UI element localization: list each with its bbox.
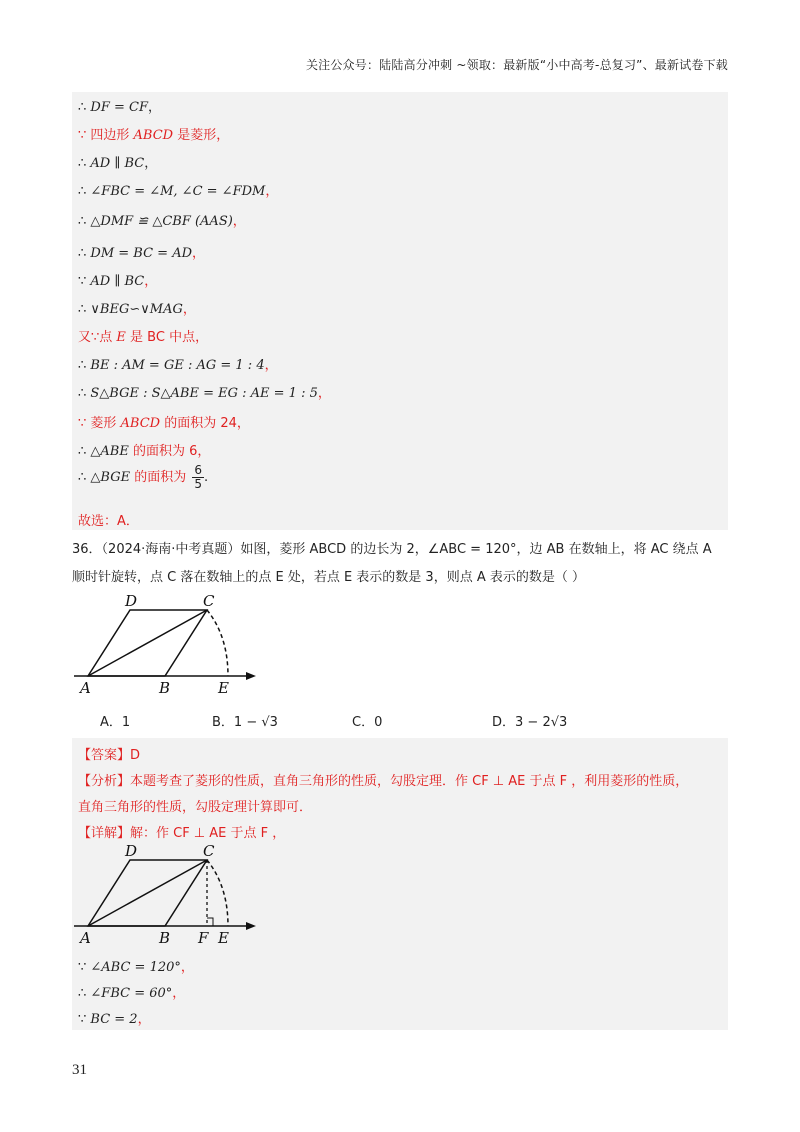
answer-line: 【答案】D (78, 748, 141, 763)
label-B: B (159, 679, 171, 696)
label-F: F (198, 929, 209, 947)
analysis-line-1: 【分析】本题考查了菱形的性质，直角三角形的性质，勾股定理．作 CF ⊥ AE 于点 F ，利用菱形的性质， (78, 774, 689, 789)
answer-block (72, 738, 728, 1030)
detail-line: 【详解】解：作 CF ⊥ AE 于点 F ， (78, 826, 286, 841)
option-c[interactable]: C．0 (352, 715, 383, 730)
proof-line-8: ∴ ∨BEG∽∨MAG， (78, 302, 196, 317)
label-A: A (80, 679, 91, 696)
proof-line-13: ∴ △ABE 的面积为 6， (78, 444, 211, 459)
proof2-line-3: ∵ BC = 2， (78, 1012, 151, 1027)
choose-line: 故选：A． (78, 514, 139, 529)
proof-line-1: ∴ DF = CF， (78, 100, 161, 115)
page-number: 31 (72, 1062, 87, 1078)
label-B: B (159, 929, 171, 947)
fraction-6-5: $\frac{6}{5}$ (194, 463, 202, 491)
label-D: D (125, 592, 138, 610)
proof-line-3: ∴ AD ∥ BC， (78, 156, 158, 171)
page-header: 关注公众号：陆陆高分冲刺 ~领取：最新版“小中高考-总复习”、最新试卷下载 (305, 58, 728, 72)
question-line-1: 36．（2024·海南·中考真题）如图，菱形 ABCD 的边长为 2，∠ABC = 120°，边 AB 在数轴上，将 AC 绕点 A (72, 542, 712, 557)
proof2-line-2: ∴ ∠FBC = 60°， (78, 986, 186, 1001)
proof-line-12: ∵ 菱形 ABCD 的面积为 24， (78, 416, 250, 431)
solution-block-top (72, 92, 728, 530)
proof-line-10: ∴ BE : AM = GE : AG = 1 : 4， (78, 358, 278, 373)
proof-line-11: ∴ S△BGE : S△ABE = EG : AE = 1 : 5， (78, 386, 331, 401)
label-D: D (125, 842, 138, 860)
proof-line-5: ∴ △DMF ≌ △CBF (AAS)， (78, 214, 246, 229)
proof-line-2: ∵ 四边形 ABCD 是菱形， (78, 128, 230, 143)
option-d[interactable]: D．3 − 2√3 (492, 715, 568, 730)
proof-line-7: ∵ AD ∥ BC， (78, 274, 158, 289)
label-C: C (203, 592, 215, 610)
proof-line-6: ∴ DM = BC = AD， (78, 246, 206, 261)
proof-line-4: ∴ ∠FBC = ∠M, ∠C = ∠FDM， (78, 184, 279, 199)
rhombus-figure-2 (70, 842, 270, 952)
label-E: E (218, 679, 229, 696)
label-E: E (218, 929, 229, 947)
label-C: C (203, 842, 215, 860)
proof2-line-1: ∵ ∠ABC = 120°， (78, 960, 194, 975)
proof-line-9: 又∵点 E 是 BC 中点， (78, 330, 209, 345)
question-line-2: 顺时针旋转，点 C 落在数轴上的点 E 处，若点 E 表示的数是 3，则点 A 表示的数是（ ） (72, 570, 585, 585)
proof-line-14: ∴ △BGE 的面积为 $\frac{6}{5}$ . (78, 463, 209, 491)
analysis-line-2: 直角三角形的性质，勾股定理计算即可． (78, 800, 313, 815)
option-a[interactable]: A．1 (100, 715, 131, 730)
label-A: A (80, 929, 91, 947)
option-b[interactable]: B．1 − √3 (212, 715, 278, 730)
rhombus-figure-1 (70, 592, 270, 696)
